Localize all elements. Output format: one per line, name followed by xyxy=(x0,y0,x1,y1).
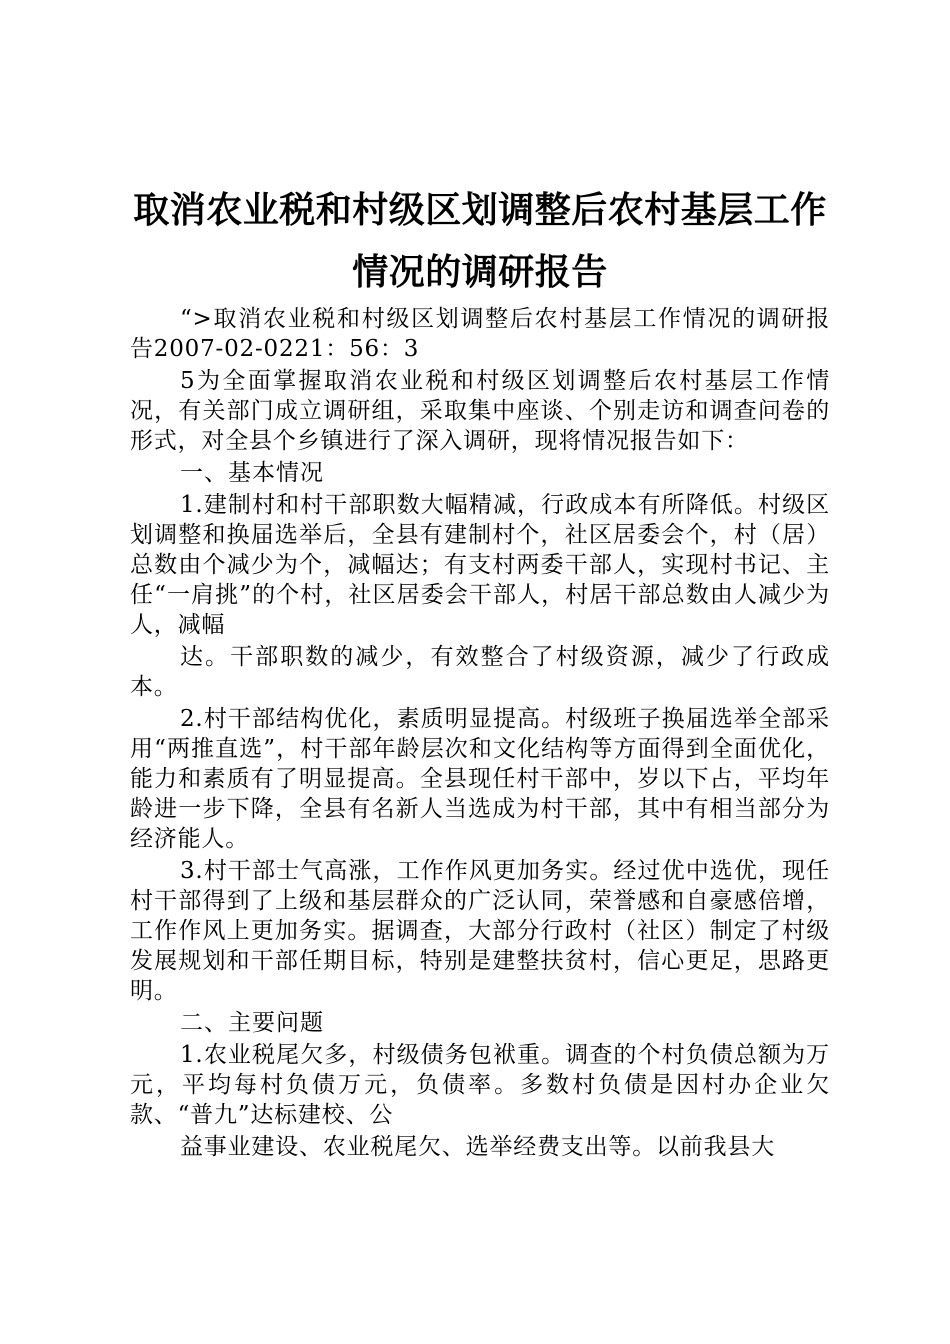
document-title: 取消农业税和村级区划调整后农村基层工作情况的调研报告 xyxy=(133,190,827,293)
section-heading-problems: 二、主要问题 xyxy=(180,1010,324,1036)
paragraph-purpose: 5为全面掌握取消农业税和村级区划调整后农村基层工作情况，有关部门成立调研组，采取集中座谈、个别走访和调查问卷的形式，对全县个乡镇进行了深入调研，现将情况报告如下： xyxy=(130,368,830,454)
paragraph-intro: “>取消农业税和村级区划调整后农村基层工作情况的调研报告2007-02-0221：56：3 xyxy=(130,306,830,362)
paragraph-basic-1: 1.建制村和村干部职数大幅精减，行政成本有所降低。村级区划调整和换届选举后，全县有建制村个，社区居委会个，村（居）总数由个减少为个，减幅达；有支村两委干部人，实现村书记、主任“一肩挑”的个村，社区居委会干部人，村居干部总数由人减少为人，减幅 xyxy=(130,492,830,638)
paragraph-problem-1-cont: 益事业建设、农业税尾欠、选举经费支出等。以前我县大 xyxy=(180,1134,775,1160)
paragraph-basic-3: 3.村干部士气高涨，工作作风更加务实。经过优中选优，现任村干部得到了上级和基层群众的广泛认同，荣誉感和自豪感倍增，工作作风上更加务实。据调查，大部分行政村（社区）制定了村级发展规划和干部任期目标，特别是建整扶贫村，信心更足，思路更明。 xyxy=(130,858,830,1004)
document-page xyxy=(130,180,830,1164)
paragraph-basic-2: 2.村干部结构优化，素质明显提高。村级班子换届选举全部采用“两推直选”，村干部年龄层次和文化结构等方面得到全面优化，能力和素质有了明显提高。全县现任村干部中，岁以下占，平均年龄进一步下降，全县有名新人当选成为村干部，其中有相当部分为经济能人。 xyxy=(130,706,830,852)
paragraph-basic-1-cont: 达。干部职数的减少，有效整合了村级资源，减少了行政成本。 xyxy=(130,644,830,700)
paragraph-problem-1: 1.农业税尾欠多，村级债务包袱重。调查的个村负债总额为万元，平均每村负债万元，负债率。多数村负债是因村办企业欠款、“普九”达标建校、公 xyxy=(130,1042,830,1128)
section-heading-basic: 一、基本情况 xyxy=(180,460,324,486)
